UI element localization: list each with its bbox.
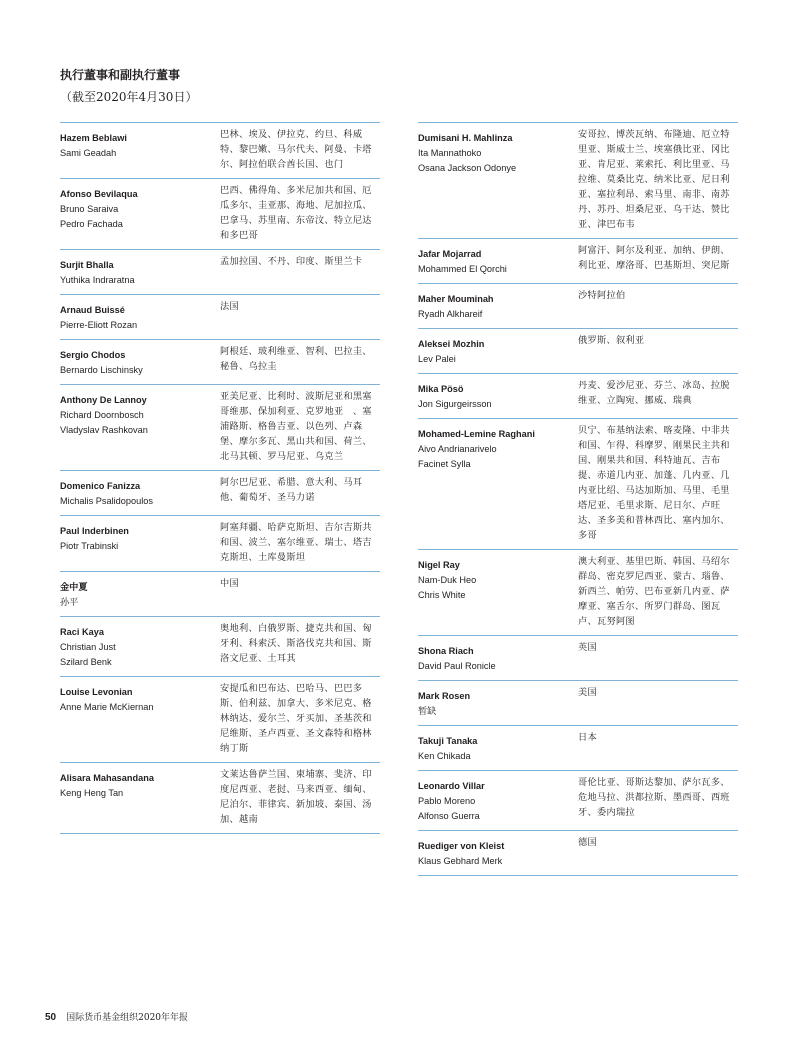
executive-director-name: Takuji Tanaka: [418, 736, 478, 746]
director-names: [418, 333, 578, 367]
constituency-countries: 阿塞拜疆、哈萨克斯坦、吉尔吉斯共和国、波兰、塞尔维亚、瑞士、塔吉克斯坦、土库曼斯坦: [220, 522, 372, 563]
executive-director-name: Mika Pösö: [418, 384, 464, 394]
director-entry: [60, 179, 380, 249]
director-names: [60, 475, 220, 509]
executive-director-name: Domenico Fanizza: [60, 481, 141, 491]
director-entry: [60, 123, 380, 178]
executive-director-name: Leonardo Villar: [418, 781, 485, 791]
executive-director-name: Afonso Bevilaqua: [60, 189, 138, 199]
constituency-countries: 日本: [578, 732, 597, 743]
page-number: 50: [45, 1012, 57, 1023]
executive-director-name: Mohamed-Lemine Raghani: [418, 429, 535, 439]
constituency-countries: 巴林、埃及、伊拉克、约旦、科威特、黎巴嫩、马尔代夫、阿曼、卡塔尔、阿拉伯联合酋长国、也门: [220, 129, 372, 170]
alternate-director-name: Vladyslav Rashkovan: [60, 425, 148, 435]
entry-divider: [60, 833, 380, 834]
alternate-director-name: Ken Chikada: [418, 751, 471, 761]
alternate-director-name: Pablo Moreno: [418, 796, 476, 806]
constituency-countries: 美国: [578, 687, 597, 698]
director-entry: [418, 831, 738, 875]
director-entry: [418, 636, 738, 680]
executive-director-name: Alisara Mahasandana: [60, 773, 154, 783]
alternate-director-name: Sami Geadah: [60, 148, 117, 158]
alternate-director-name: Nam-Duk Heo: [418, 575, 477, 585]
as-of-date: （截至2020年4月30日）: [60, 90, 198, 104]
executive-director-name: Dumisani H. Mahlinza: [418, 133, 513, 143]
alternate-director-name: Anne Marie McKiernan: [60, 702, 154, 712]
director-names: [418, 730, 578, 764]
alternate-director-name: Jon Sigurgeirsson: [418, 399, 492, 409]
director-names: [60, 681, 220, 756]
constituency-countries: 孟加拉国、不丹、印度、斯里兰卡: [220, 256, 363, 267]
director-names: [418, 835, 578, 869]
director-entry: [60, 340, 380, 384]
director-names: [418, 423, 578, 543]
alternate-director-name: Michalis Psalidopoulos: [60, 496, 153, 506]
director-names: [60, 767, 220, 827]
constituency-countries: 法国: [220, 301, 239, 312]
alternate-director-name: David Paul Ronicle: [418, 661, 496, 671]
director-names: [60, 183, 220, 243]
alternate-director-name: Osana Jackson Odonye: [418, 163, 517, 173]
director-entry: [418, 419, 738, 549]
alternate-director-name: Szilard Benk: [60, 657, 112, 667]
constituency-countries: 安哥拉、博茨瓦纳、布隆迪、厄立特里亚、斯威士兰、埃塞俄比亚、冈比亚、肯尼亚、莱索托、利比里亚、马拉维、莫桑比克、纳米比亚、尼日利亚、塞拉利昂、索马里、南非、南苏丹、苏丹、坦桑尼亚、乌干达、赞比亚、津巴布韦: [578, 129, 730, 230]
director-entry: [60, 617, 380, 676]
constituency-countries: 贝宁、布基纳法索、喀麦隆、中非共和国、乍得、科摩罗、刚果民主共和国、刚果共和国、科特迪瓦、吉布提、赤道几内亚、加蓬、几内亚、几内亚比绍、马达加斯加、马里、毛里塔尼亚、毛里求斯、尼日尔、卢旺达、圣多美和普林西比、塞内加尔、多哥: [578, 425, 730, 541]
alternate-director-name: Piotr Trabinski: [60, 541, 119, 551]
constituency-countries: 安提瓜和巴布达、巴哈马、巴巴多斯、伯利兹、加拿大、多米尼克、格林纳达、爱尔兰、牙买加、圣基茨和尼维斯、圣卢西亚、圣文森特和格林纳丁斯: [220, 683, 372, 754]
alternate-director-name: Yuthika Indraratna: [60, 275, 135, 285]
director-names: [60, 520, 220, 565]
alternate-director-name: Aivo Andrianarivelo: [418, 444, 497, 454]
director-entry: [60, 572, 380, 616]
director-entry: [418, 284, 738, 328]
directors-left-column: [60, 122, 380, 834]
alternate-director-name: Richard Doornbosch: [60, 410, 144, 420]
alternate-director-name: Bernardo Lischinsky: [60, 365, 143, 375]
director-names: [60, 621, 220, 670]
director-names: [60, 299, 220, 333]
director-entry: [418, 771, 738, 830]
constituency-countries: 澳大利亚、基里巴斯、韩国、马绍尔群岛、密克罗尼西亚、蒙古、瑙鲁、新西兰、帕劳、巴布亚新几内亚、萨摩亚、塞舌尔、所罗门群岛、图瓦卢、瓦努阿图: [578, 556, 730, 627]
director-entry: [418, 239, 738, 283]
director-names: [418, 243, 578, 277]
alternate-director-name: Klaus Gebhard Merk: [418, 856, 503, 866]
director-entry: [418, 726, 738, 770]
constituency-countries: 巴西、佛得角、多米尼加共和国、厄瓜多尔、圭亚那、海地、尼加拉瓜、巴拿马、苏里南、东帝汶、特立尼达和多巴哥: [220, 185, 372, 241]
director-entry: [418, 123, 738, 238]
director-names: [418, 127, 578, 232]
footer-report-title: 国际货币基金组织2020年年报: [66, 1013, 189, 1023]
alternate-director-name: Keng Heng Tan: [60, 788, 124, 798]
director-names: [60, 576, 220, 610]
executive-director-name: Jafar Mojarrad: [418, 249, 482, 259]
director-entry: [60, 471, 380, 515]
executive-director-name: Nigel Ray: [418, 560, 460, 570]
director-entry: [418, 681, 738, 725]
constituency-countries: 阿根廷、玻利维亚、智利、巴拉圭、秘鲁、乌拉圭: [220, 346, 372, 372]
constituency-countries: 丹麦、爱沙尼亚、芬兰、冰岛、拉脱维亚、立陶宛、挪威、瑞典: [578, 380, 730, 406]
director-names: [418, 685, 578, 719]
director-entry: [60, 250, 380, 294]
executive-director-name: Raci Kaya: [60, 627, 104, 637]
constituency-countries: 沙特阿拉伯: [578, 290, 626, 301]
alternate-director-name: Pedro Fachada: [60, 219, 123, 229]
directors-right-column: [418, 122, 738, 876]
alternate-director-name: Chris White: [418, 590, 466, 600]
alternate-director-name: Facinet Sylla: [418, 459, 471, 469]
director-entry: [418, 550, 738, 635]
director-names: [418, 554, 578, 629]
director-names: [418, 378, 578, 412]
constituency-countries: 德国: [578, 837, 597, 848]
constituency-countries: 亚美尼亚、比利时、波斯尼亚和黑塞哥维那、保加利亚、克罗地亚 、塞浦路斯、格鲁吉亚、以色列、卢森堡、摩尔多瓦、黑山共和国、荷兰、北马其顿、罗马尼亚、乌克兰: [220, 391, 372, 462]
constituency-countries: 哥伦比亚、哥斯达黎加、萨尔瓦多、危地马拉、洪都拉斯、墨西哥、西班牙、委内瑞拉: [578, 777, 730, 818]
alternate-director-name: Bruno Saraiva: [60, 204, 119, 214]
alternate-director-name: 暂缺: [418, 706, 437, 716]
alternate-director-name: Ryadh Alkhareif: [418, 309, 483, 319]
page-title: 执行董事和副执行董事: [60, 68, 181, 82]
page-footer: [45, 1010, 188, 1023]
executive-director-name: Shona Riach: [418, 646, 474, 656]
director-names: [60, 344, 220, 378]
director-entry: [418, 329, 738, 373]
constituency-countries: 阿尔巴尼亚、希腊、意大利、马耳他、葡萄牙、圣马力诺: [220, 477, 363, 503]
alternate-director-name: Christian Just: [60, 642, 116, 652]
constituency-countries: 阿富汗、阿尔及利亚、加纳、伊朗、利比亚、摩洛哥、巴基斯坦、突尼斯: [578, 245, 730, 271]
executive-director-name: 金中夏: [60, 582, 88, 592]
director-entry: [60, 385, 380, 470]
director-entry: [60, 763, 380, 833]
executive-director-name: Surjit Bhalla: [60, 260, 114, 270]
alternate-director-name: Ita Mannathoko: [418, 148, 482, 158]
executive-director-name: Sergio Chodos: [60, 350, 126, 360]
alternate-director-name: Mohammed El Qorchi: [418, 264, 507, 274]
executive-director-name: Hazem Beblawi: [60, 133, 127, 143]
executive-director-name: Aleksei Mozhin: [418, 339, 485, 349]
alternate-director-name: 孙平: [60, 597, 79, 607]
executive-director-name: Louise Levonian: [60, 687, 133, 697]
executive-director-name: Arnaud Buissé: [60, 305, 125, 315]
director-names: [60, 127, 220, 172]
director-entry: [60, 295, 380, 339]
constituency-countries: 俄罗斯、叙利亚: [578, 335, 645, 346]
constituency-countries: 奥地利、白俄罗斯、捷克共和国、匈牙利、科索沃、斯洛伐克共和国、斯洛文尼亚、土耳其: [220, 623, 372, 664]
constituency-countries: 中国: [220, 578, 239, 589]
director-names: [60, 389, 220, 464]
alternate-director-name: Pierre-Eliott Rozan: [60, 320, 138, 330]
entry-divider: [418, 875, 738, 876]
director-names: [418, 775, 578, 824]
alternate-director-name: Alfonso Guerra: [418, 811, 480, 821]
executive-director-name: Mark Rosen: [418, 691, 471, 701]
director-entry: [60, 516, 380, 571]
director-entry: [60, 677, 380, 762]
director-names: [418, 288, 578, 322]
constituency-countries: 英国: [578, 642, 597, 653]
executive-director-name: Maher Mouminah: [418, 294, 494, 304]
executive-director-name: Paul Inderbinen: [60, 526, 129, 536]
constituency-countries: 文莱达鲁萨兰国、柬埔寨、斐济、印度尼西亚、老挝、马来西亚、缅甸、尼泊尔、菲律宾、新加坡、泰国、汤加、越南: [220, 769, 372, 825]
alternate-director-name: Lev Palei: [418, 354, 456, 364]
executive-director-name: Ruediger von Kleist: [418, 841, 505, 851]
director-names: [418, 640, 578, 674]
director-entry: [418, 374, 738, 418]
director-names: [60, 254, 220, 288]
executive-director-name: Anthony De Lannoy: [60, 395, 147, 405]
